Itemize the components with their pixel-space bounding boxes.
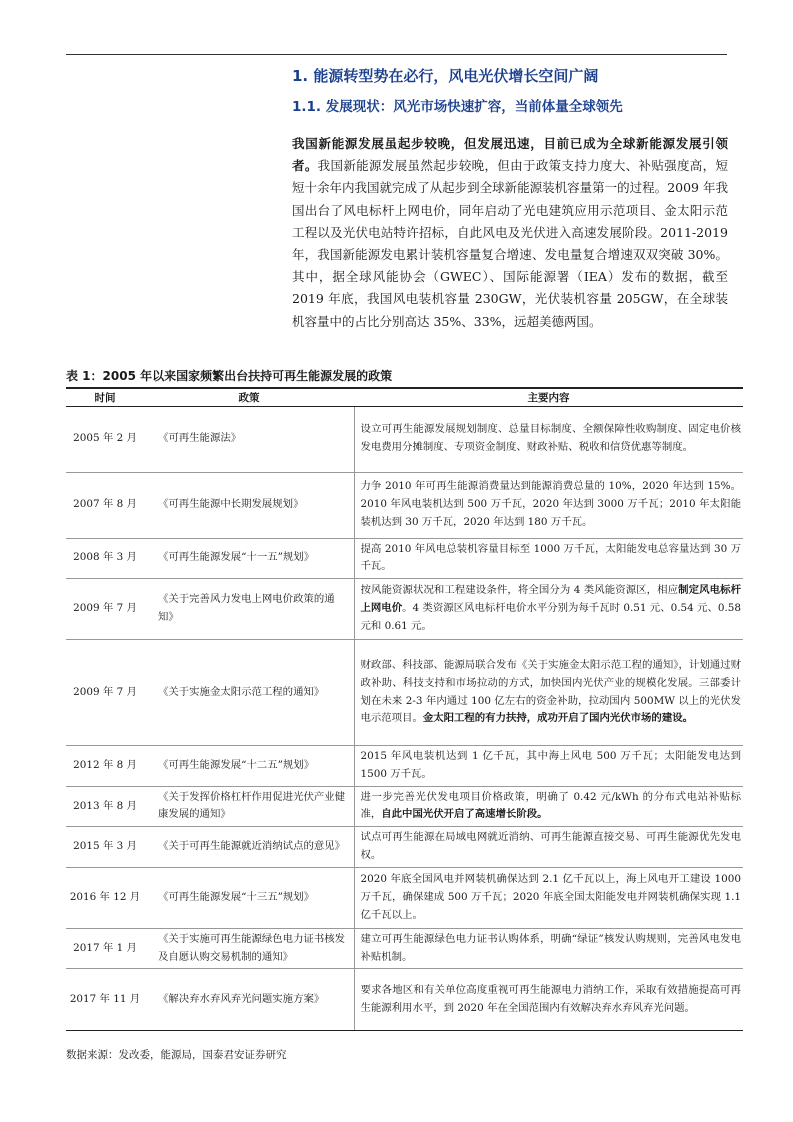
content-text: 进一步完善光伏发电项目价格政策，明确了 0.42 元/kWh 的分布式电站补贴标准， <box>360 790 741 821</box>
intro-lead: 我国新能源发展虽起步较晚，但发展迅速，目前已成为全球新能源发展引领者。 <box>292 136 728 174</box>
content-text: 建立可再生能源绿色电力证书认购体系，明确“绿证”核发认购规则，完善风电发电补贴机制。 <box>360 932 741 963</box>
cell-time: 2008 年 3 月 <box>66 538 144 579</box>
section-heading: 1. 能源转型势在必行，风电光伏增长空间广阔 <box>292 67 599 85</box>
cell-content <box>354 640 743 746</box>
header-policy: 政策 <box>144 388 354 406</box>
cell-policy: 《关于发挥价格杠杆作用促进光伏产业健康发展的通知》 <box>144 786 354 827</box>
table-row <box>66 472 743 538</box>
table-row <box>66 640 743 746</box>
table-header-row <box>66 388 743 406</box>
content-text: 要求各地区和有关单位高度重视可再生能源电力消纳工作，采取有效措施提高可再生能源利用水平，到 2020 年在全国范围内有效解决弃水弃风弃光问题。 <box>360 984 741 1014</box>
cell-content <box>354 472 743 538</box>
cell-policy: 《可再生能源中长期发展规划》 <box>144 472 354 538</box>
table-row <box>66 746 743 787</box>
cell-content <box>354 928 743 969</box>
intro-paragraph <box>292 133 728 333</box>
cell-content <box>354 746 743 787</box>
cell-policy: 《关于完善风力发电上网电价政策的通知》 <box>144 579 354 640</box>
cell-content <box>354 827 743 868</box>
cell-time: 2015 年 3 月 <box>66 827 144 868</box>
cell-time: 2009 年 7 月 <box>66 579 144 640</box>
content-text: 财政部、科技部、能源局联合发布《关于实施金太阳示范工程的通知》，计划通过财政补助、科技支持和市场拉动的方式，加快国内光伏产业的规模化发展。三部委计划在未来 2-3 年内通过 100 亿左右的资金补助，拉动国内 500MW 以上的光伏发电示范项目。 <box>360 659 741 725</box>
header-content: 主要内容 <box>354 388 743 406</box>
content-text: 2020 年底全国风电并网装机确保达到 2.1 亿千瓦以上，海上风电开工建设 1000 万千瓦，确保建成 500 万千瓦；2020 年底全国太阳能发电并网装机确保实现 1.1 亿千瓦以上。 <box>360 873 741 921</box>
content-text: 试点可再生能源在局域电网就近消纳、可再生能源直接交易、可再生能源优先发电权。 <box>360 831 741 862</box>
content-text: 提高 2010 年风电总装机容量目标至 1000 万千瓦，太阳能发电总容量达到 30 万千瓦。 <box>360 542 741 573</box>
cell-content <box>354 969 743 1031</box>
cell-time: 2013 年 8 月 <box>66 786 144 827</box>
cell-time: 2007 年 8 月 <box>66 472 144 538</box>
content-text: 力争 2010 年可再生能源消费量达到能源消费总量的 10%，2020 年达到 15%。2010 年风电装机达到 500 万千瓦，2020 年达到 3000 万千瓦；2010 年太阳能装机达到 30 万千瓦，2020 年达到 180 万千瓦。 <box>360 480 741 528</box>
cell-content <box>354 538 743 579</box>
cell-policy: 《解决弃水弃风弃光问题实施方案》 <box>144 969 354 1031</box>
cell-policy: 《可再生能源发展“十一五”规划》 <box>144 538 354 579</box>
content-text: 设立可再生能源发展规划制度、总量目标制度、全额保障性收购制度、固定电价核发电费用分摊制度、专项资金制度、财政补贴、税收和信贷优惠等制度。 <box>360 423 741 453</box>
content-text-tail: 。4 类资源区风电标杆电价水平分别为每千瓦时 0.51 元、0.54 元、0.58 元和 0.61 元。 <box>360 602 741 632</box>
cell-policy: 《关于实施金太阳示范工程的通知》 <box>144 640 354 746</box>
cell-content <box>354 406 743 472</box>
cell-policy: 《关于实施可再生能源绿色电力证书核发及自愿认购交易机制的通知》 <box>144 928 354 969</box>
content-highlight: 自此中国光伏开启了高速增长阶段。 <box>381 808 548 821</box>
content-text: 2015 年风电装机达到 1 亿千瓦，其中海上风电 500 万千瓦；太阳能发电达到 1500 万千瓦。 <box>360 750 741 780</box>
cell-time: 2012 年 8 月 <box>66 746 144 787</box>
cell-policy: 《关于可再生能源就近消纳试点的意见》 <box>144 827 354 868</box>
table-row <box>66 579 743 640</box>
table-row <box>66 538 743 579</box>
data-source: 数据来源：发改委，能源局，国泰君安证券研究 <box>66 1049 287 1061</box>
table-body <box>66 406 743 1031</box>
cell-policy: 《可再生能源发展“十三五”规划》 <box>144 867 354 928</box>
cell-time: 2009 年 7 月 <box>66 640 144 746</box>
cell-policy: 《可再生能源发展“十二五”规划》 <box>144 746 354 787</box>
table-row <box>66 969 743 1031</box>
table-row <box>66 928 743 969</box>
cell-time: 2016 年 12 月 <box>66 867 144 928</box>
table-row <box>66 827 743 868</box>
header-time: 时间 <box>66 388 144 406</box>
policy-table <box>66 387 743 1031</box>
cell-content <box>354 786 743 827</box>
cell-time: 2005 年 2 月 <box>66 406 144 472</box>
table-title: 表 1：2005 年以来国家频繁出台扶持可再生能源发展的政策 <box>66 369 393 383</box>
cell-content <box>354 867 743 928</box>
content-highlight: 金太阳工程的有力扶持，成功开启了国内光伏市场的建设。 <box>422 712 693 725</box>
cell-content <box>354 579 743 640</box>
table-row <box>66 786 743 827</box>
cell-time: 2017 年 1 月 <box>66 928 144 969</box>
cell-policy: 《可再生能源法》 <box>144 406 354 472</box>
subsection-heading: 1.1. 发展现状：风光市场快速扩容，当前体量全球领先 <box>292 99 623 115</box>
table-row <box>66 867 743 928</box>
cell-time: 2017 年 11 月 <box>66 969 144 1031</box>
table-row <box>66 406 743 472</box>
content-text: 按风能资源状况和工程建设条件，将全国分为 4 类风能资源区，相应 <box>360 584 679 597</box>
intro-body: 我国新能源发展虽然起步较晚，但由于政策支持力度大、补贴强度高，短短十余年内我国就完成了从起步到全球新能源装机容量第一的过程。2009 年我国出台了风电标杆上网电价，同年启动了光电建筑应用示范项目、金太阳示范工程以及光伏电站特许招标，自此风电及光伏进入高速发展阶段。2011-2019 年，我国新能源发电累计装机容量复合增速、发电量复合增速双双突破 30%。其中，据全球风能协会（GWEC）、国际能源署（IEA）发布的数据，截至 2019 年底，我国风电装机容量 230GW，光伏装机容量 205GW，在全球装机容量中的占比分别高达 35%、33%，远超美德两国。 <box>292 158 728 329</box>
header-rule <box>66 54 727 55</box>
content-highlight: 制定风电标杆上网电价 <box>360 584 742 615</box>
